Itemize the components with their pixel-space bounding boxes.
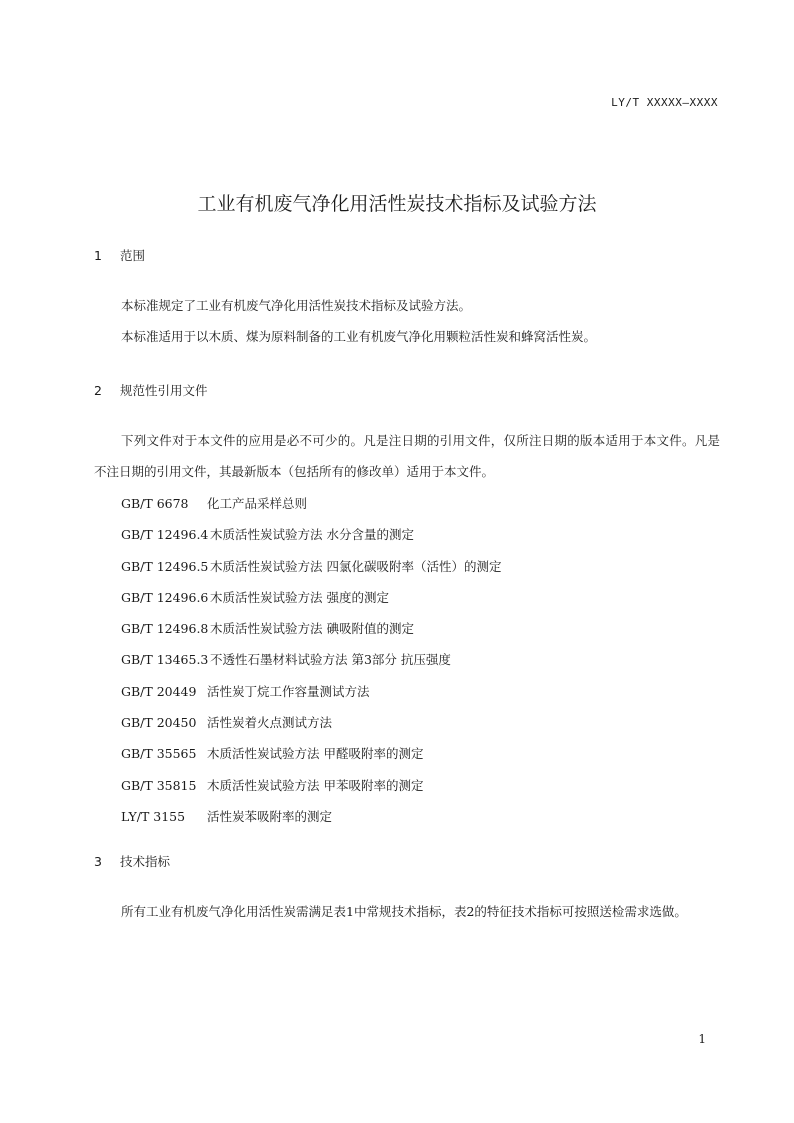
reference-code: GB/T 12496.5 xyxy=(121,558,209,574)
reference-item xyxy=(121,588,501,619)
section-title: 技术指标 xyxy=(119,854,170,869)
reference-item xyxy=(121,713,501,744)
reference-title: 不透性石墨材料试验方法 第3部分 抗压强度 xyxy=(210,652,451,668)
technical-paragraph: 所有工业有机废气净化用活性炭需满足表1中常规技术指标，表2的特征技术指标可按照送检需求选做。 xyxy=(121,904,687,919)
reference-code: GB/T 35565 xyxy=(121,746,197,762)
section-title: 范围 xyxy=(119,248,145,263)
scope-paragraph: 本标准适用于以木质、煤为原料制备的工业有机废气净化用颗粒活性炭和蜂窝活性炭。 xyxy=(121,329,597,344)
reference-title: 化工产品采样总则 xyxy=(207,496,308,511)
technical-body xyxy=(94,896,720,927)
reference-code: GB/T 20449 xyxy=(121,683,197,699)
reference-code: GB/T 12496.6 xyxy=(121,589,209,605)
reference-title: 木质活性炭试验方法 强度的测定 xyxy=(210,589,389,605)
reference-item xyxy=(121,744,501,775)
section-heading-scope xyxy=(94,246,145,264)
reference-title: 活性炭丁烷工作容量测试方法 xyxy=(207,683,370,699)
reference-title: 活性炭苯吸附率的测定 xyxy=(207,808,333,824)
document-title: 工业有机废气净化用活性炭技术指标及试验方法 xyxy=(197,192,597,215)
reference-title: 木质活性炭试验方法 甲苯吸附率的测定 xyxy=(207,777,424,793)
reference-list xyxy=(121,494,501,838)
scope-paragraph: 本标准规定了工业有机废气净化用活性炭技术指标及试验方法。 xyxy=(121,298,472,313)
reference-code: GB/T 12496.4 xyxy=(121,527,209,543)
reference-item xyxy=(121,557,501,588)
reference-title: 活性炭着火点测试方法 xyxy=(207,715,333,731)
reference-item xyxy=(121,682,501,713)
normative-intro-text: 下列文件对于本文件的应用是必不可少的。凡是注日期的引用文件，仅所注日期的版本适用于本文件。凡是不注日期的引用文件，其最新版本（包括所有的修改单）适用于本文件。 xyxy=(94,433,720,479)
section-heading-technical xyxy=(94,852,170,870)
section-number: 2 xyxy=(94,383,102,398)
reference-code: GB/T 35815 xyxy=(121,777,197,793)
reference-item xyxy=(121,776,501,807)
reference-title: 木质活性炭试验方法 甲醛吸附率的测定 xyxy=(207,746,424,762)
standard-number: LY/T XXXXX—XXXX xyxy=(611,96,718,109)
reference-item xyxy=(121,619,501,650)
reference-code: GB/T 13465.3 xyxy=(121,652,209,668)
reference-title: 木质活性炭试验方法 四氯化碳吸附率（活性）的测定 xyxy=(210,558,502,574)
section-title: 规范性引用文件 xyxy=(119,383,208,398)
reference-code: GB/T 12496.8 xyxy=(121,621,209,637)
normative-intro xyxy=(94,425,720,487)
section-number: 1 xyxy=(94,248,102,263)
reference-item xyxy=(121,494,501,525)
section-heading-normative xyxy=(94,381,208,399)
reference-code: GB/T 6678 xyxy=(121,496,189,511)
page-number: 1 xyxy=(698,1032,706,1046)
scope-body xyxy=(94,290,720,352)
reference-item xyxy=(121,525,501,556)
reference-item xyxy=(121,807,501,838)
reference-item xyxy=(121,650,501,681)
section-number: 3 xyxy=(94,854,102,869)
reference-code: GB/T 20450 xyxy=(121,715,197,731)
reference-title: 木质活性炭试验方法 碘吸附值的测定 xyxy=(210,621,414,637)
reference-title: 木质活性炭试验方法 水分含量的测定 xyxy=(210,527,414,543)
reference-code: LY/T 3155 xyxy=(121,808,186,824)
